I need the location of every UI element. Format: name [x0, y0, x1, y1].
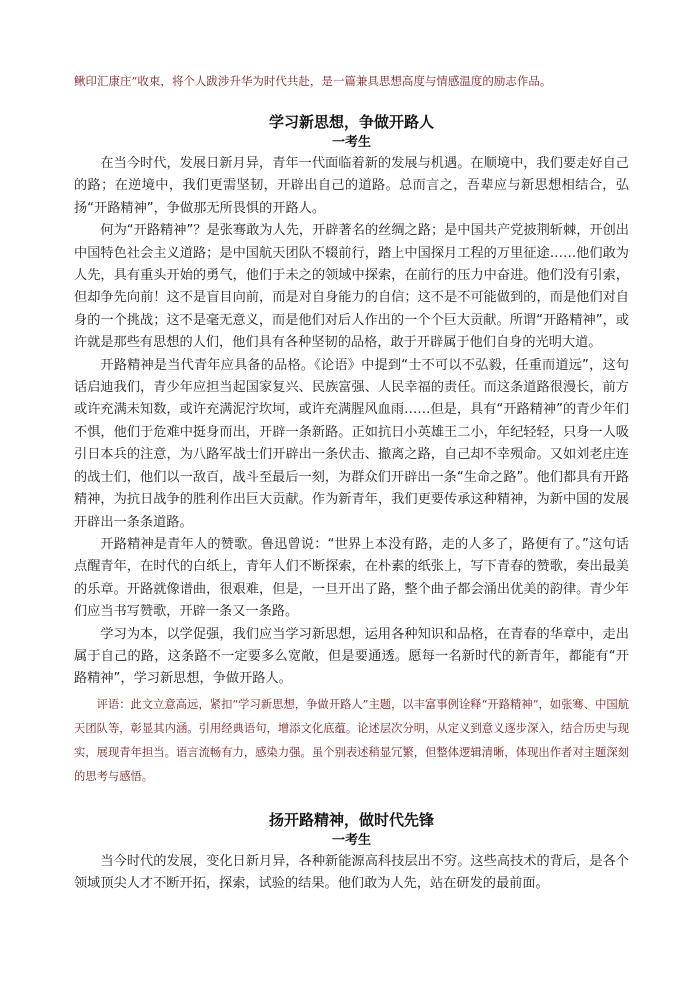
- paragraph: 何为“开路精神”？是张骞敢为人先，开辟著名的丝绸之路；是中国共产党披荆斩棘，开创出中国特色社会主义道路；是中国航天团队不辍前行，踏上中国探月工程的万里征途……他们敢为人先，具有重头开始的勇气，他们于未之的领域中探索，在前行的压力中奋进。他们没有引索，但却争先向前！这不是盲目向前，而是对自身能力的自信；这不是不可能做到的，而是他们对自身的一个挑战；这不是毫无意义，而是他们对后人作出的一个个巨大贡献。所谓“开路精神”，或许就是那些有思想的人们，他们具有各种坚韧的品格，敢于开辟属于他们自身的光明大道。: [74, 223, 629, 351]
- essay-1-body: [74, 153, 629, 691]
- paragraph: 在当今时代，发展日新月异，青年一代面临着新的发展与机遇。在顺境中，我们要走好自己的路；在逆境中，我们更需坚韧，开辟出自己的道路。总而言之，吾辈应与新思想相结合，弘扬“开路精神”，争做那无所畏惧的开路人。: [74, 156, 629, 216]
- paragraph: 当今时代的发展，变化日新月异，各种新能源高科技层出不穷。这些高技术的背后，是各个领域顶尖人才不断开拓，探索，试验的结果。他们敢为人先，站在研发的最前面。: [74, 853, 629, 892]
- essay-1-review: 评语：此文立意高远，紧扣“学习新思想，争做开路人”主题，以丰富事例诠释“开路精神”，如张骞、中国航天团队等，彰显其内涵。引用经典语句，增添文化底蕴。论述层次分明，从定义到意义逐步深入，结合历史与现实，展现青年担当。语言流畅有力，感染力强。虽个别表述稍显冗繁，但整体逻辑清晰，体现出作者对主题深刻的思考与感悟。: [74, 697, 629, 783]
- paragraph: 学习为本，以学促强，我们应当学习新思想，运用各种知识和品格，在青春的华章中，走出属于自己的路，这条路不一定要多么宽敞，但是要通透。愿每一名新时代的新青年，都能有“开路精神”，学习新思想，争做开路人。: [74, 626, 629, 687]
- essay-2-author: 一考生: [331, 832, 371, 848]
- essay-2: [74, 809, 629, 896]
- essay-1-title: 学习新思想，争做开路人: [268, 113, 434, 131]
- paragraph: 开路精神是当代青年应具备的品格。《论语》中提到“士不可以不弘毅，任重而道远”，这句话启迪我们，青少年应担当起国家复兴、民族富强、人民幸福的责任。而这条道路很漫长，前方或许充满未知数，或许充满泥泞坎坷，或许充满腥风血雨……但是，具有“开路精神”的青少年们不惧，他们于危难中挺身而出，开辟一条新路。正如抗日小英雄王二小，年纪轻轻，只身一人吸引日本兵的注意，为八路军战士们开辟出一条伏击、撤离之路，自己却不幸殒命。又如刘老庄连的战士们，他们以一敌百，战斗至最后一刻，为群众们开辟出一条“生命之路”。他们都具有开路精神，为抗日战争的胜利作出巨大贡献。作为新青年，我们更要传承这种精神，为新中国的发展开辟出一条条道路。: [74, 357, 629, 530]
- paragraph: 开路精神是青年人的赞歌。鲁迅曾说：“世界上本没有路，走的人多了，路便有了。”这句话点醒青年，在时代的白纸上，青年人们不断探索，在朴素的纸张上，写下青春的赞歌，奏出最美的乐章。开路就像谱曲，很艰难，但是，一旦开出了路，整个曲子都会涌出优美的韵律。青少年们应当书写赞歌，开辟一条又一条路。: [74, 536, 629, 620]
- essay-1-author: 一考生: [331, 135, 371, 150]
- essay-2-title: 扬开路精神，做时代先锋: [268, 810, 434, 829]
- intro-comment: 鳅印汇康庄”收束，将个人跋涉升华为时代共赴，是一篇兼具思想高度与情感温度的励志作品。: [74, 74, 552, 88]
- essay-1: [74, 111, 629, 789]
- essay-2-body: [74, 851, 629, 896]
